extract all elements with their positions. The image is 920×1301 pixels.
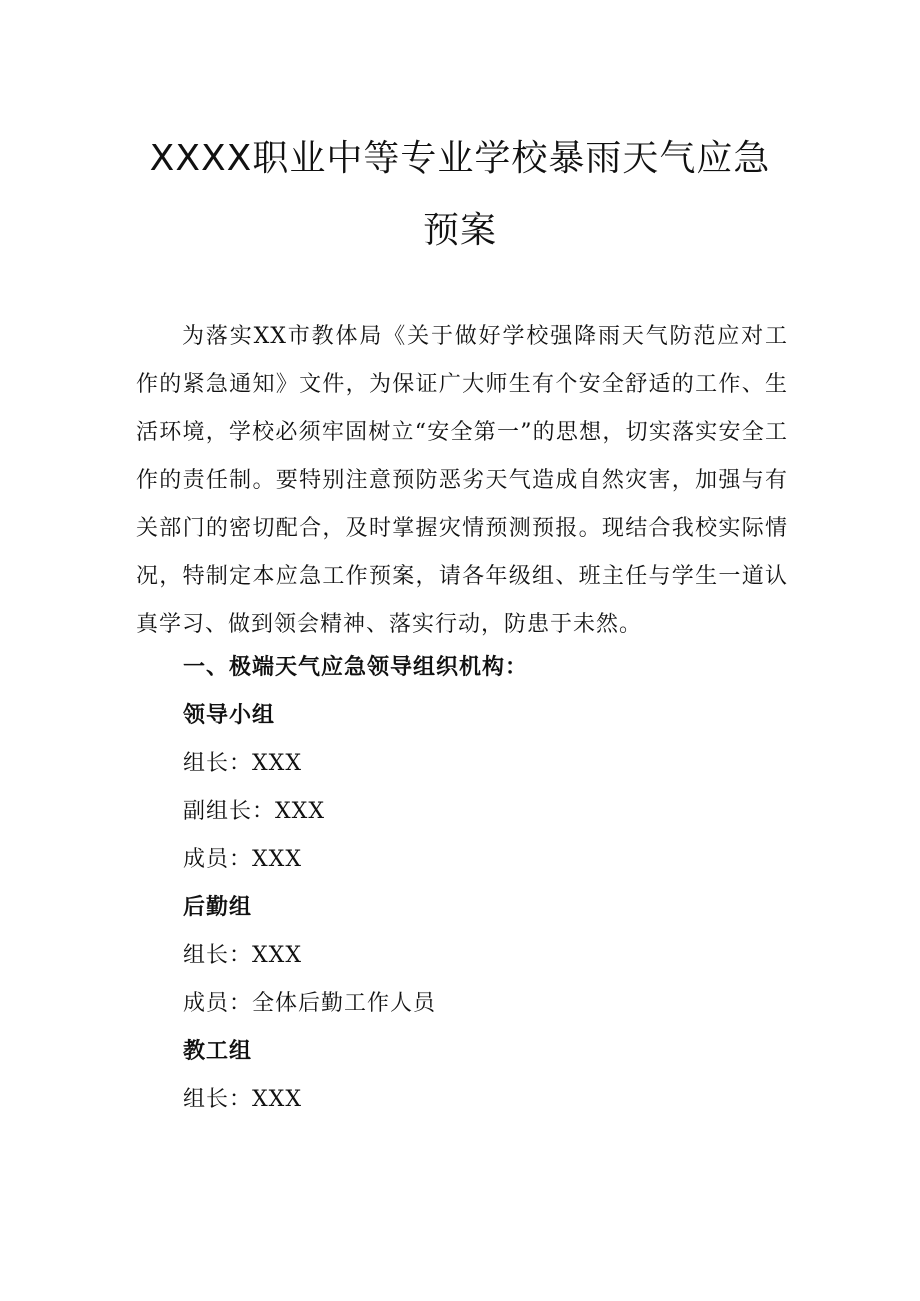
leadership-member-members: 成员：XXX [183, 847, 302, 872]
document-title-line1: XXXX职业中等专业学校暴雨天气应急 [149, 138, 771, 179]
logistics-member-members: 成员：全体后勤工作人员 [183, 991, 437, 1016]
leadership-member-deputy: 副组长：XXX [183, 799, 325, 824]
logistics-member-leader: 组长：XXX [183, 943, 302, 968]
document-title-line2: 预案 [422, 210, 497, 251]
staff-member-leader: 组长：XXX [183, 1087, 302, 1112]
section1-heading: 一、极端天气应急领导组织机构： [183, 655, 529, 680]
group-heading-logistics: 后勤组 [183, 895, 253, 920]
group-heading-leadership: 领导小组 [183, 703, 276, 728]
leadership-member-leader: 组长：XXX [183, 751, 302, 776]
intro-paragraph: 为落实XX市教体局《关于做好学校强降雨天气防范应对工作的紧急通知》文件，为保证广大师生有个安全舒适的工作、生活环境，学校必须牢固树立“安全第一”的思想，切实落实安全工作的责任制。要特别注意预防恶劣天气造成自然灾害，加强与有关部门的密切配合，及时掌握灾情预测预报。现结合我校实际情况，特制定本应急工作预案，请各年级组、班主任与学生一道认真学习、做到领会精神、落实行动，防患于未然。 [136, 324, 788, 637]
group-heading-staff: 教工组 [183, 1039, 253, 1064]
